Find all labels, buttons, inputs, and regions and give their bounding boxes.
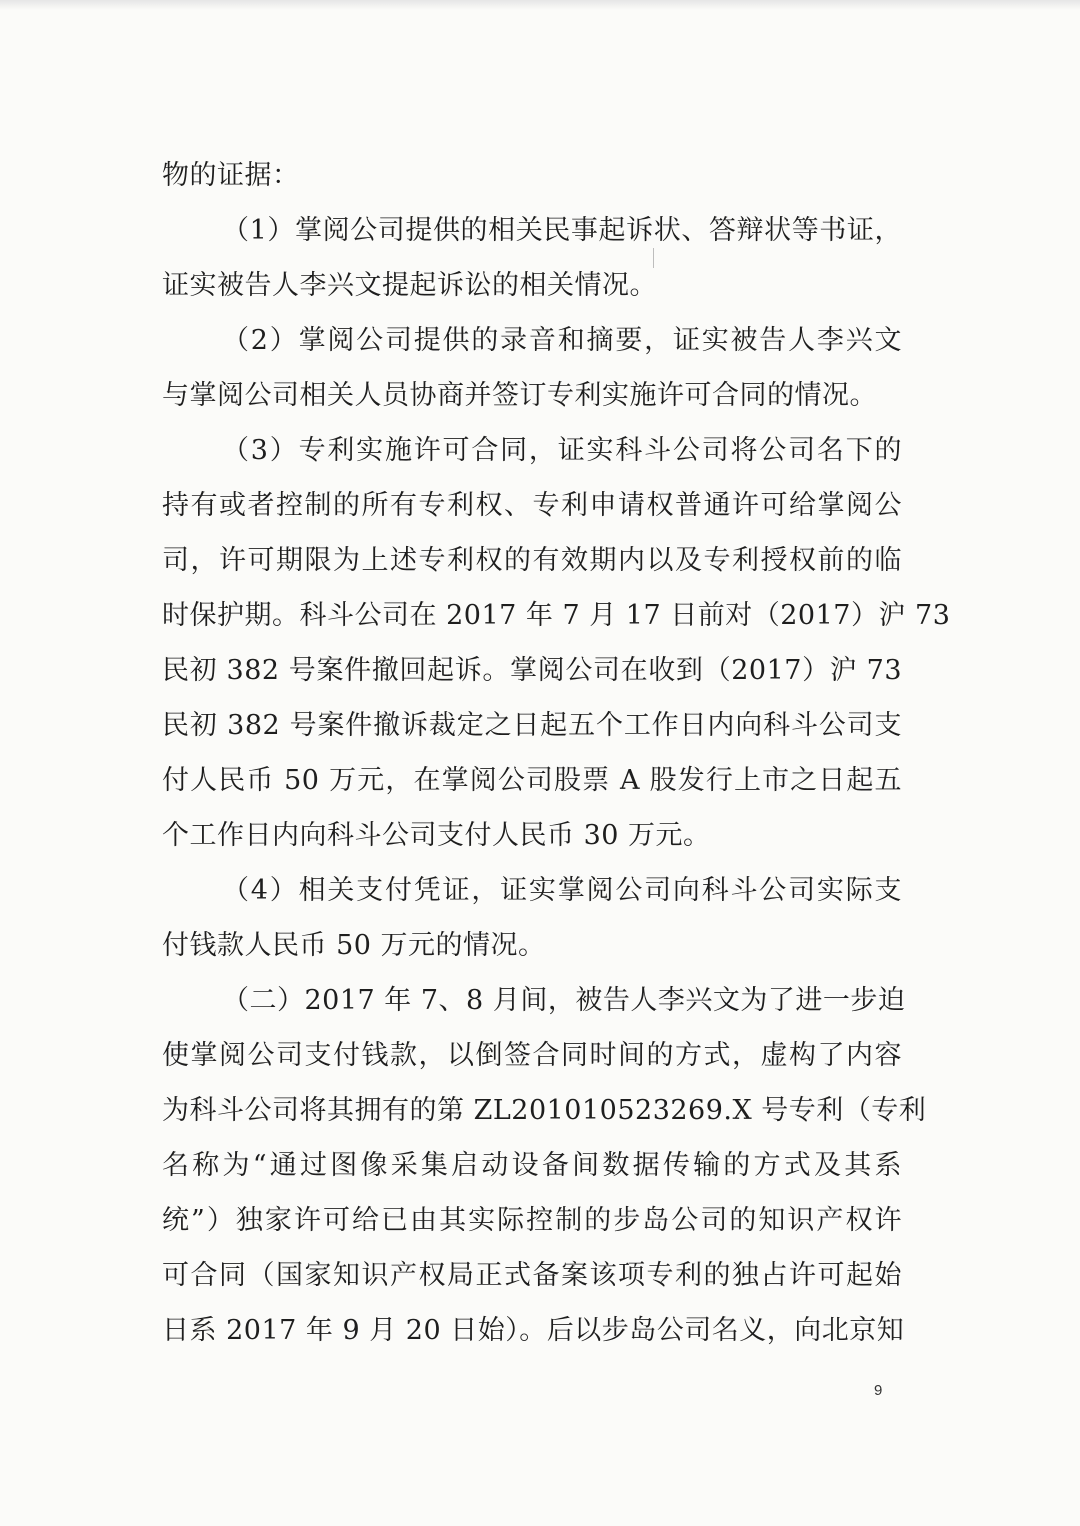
- text-line: 持有或者控制的所有专利权、专利申请权普通许可给掌阅公: [162, 490, 902, 521]
- document-body: [162, 148, 951, 1358]
- text-line: 付钱款人民币 50 万元的情况。: [162, 930, 546, 961]
- text-line: 与掌阅公司相关人员协商并签订专利实施许可合同的情况。: [162, 380, 877, 411]
- text-line: 统”）独家许可给已由其实际控制的步岛公司的知识产权许: [162, 1205, 902, 1236]
- text-line: 可合同（国家知识产权局正式备案该项专利的独占许可起始: [162, 1260, 902, 1291]
- scan-edge-shadow: [0, 0, 1080, 10]
- text-line: （二）2017 年 7、8 月间，被告人李兴文为了进一步迫: [222, 985, 906, 1016]
- text-line: 司，许可期限为上述专利权的有效期内以及专利授权前的临: [162, 545, 902, 576]
- text-line: （3）专利实施许可合同，证实科斗公司将公司名下的: [222, 435, 902, 466]
- page-number: 9: [874, 1382, 883, 1399]
- text-line: 日系 2017 年 9 月 20 日始）。后以步岛公司名义，向北京知: [162, 1315, 905, 1346]
- text-line: 使掌阅公司支付钱款，以倒签合同时间的方式，虚构了内容: [162, 1040, 902, 1071]
- text-line: 民初 382 号案件撤诉裁定之日起五个工作日内向科斗公司支: [162, 710, 902, 741]
- text-line: 付人民币 50 万元，在掌阅公司股票 A 股发行上市之日起五: [162, 765, 902, 796]
- text-line: （4）相关支付凭证，证实掌阅公司向科斗公司实际支: [222, 875, 902, 906]
- text-line: 证实被告人李兴文提起诉讼的相关情况。: [162, 270, 657, 301]
- text-line: 个工作日内向科斗公司支付人民币 30 万元。: [162, 820, 711, 851]
- text-line: 时保护期。科斗公司在 2017 年 7 月 17 日前对（2017）沪 73: [162, 600, 951, 631]
- text-line: 为科斗公司将其拥有的第 ZL201010523269.X 号专利（专利: [162, 1095, 927, 1126]
- text-line: 名称为“通过图像采集启动设备间数据传输的方式及其系: [162, 1150, 902, 1181]
- text-line: 物的证据：: [162, 160, 300, 191]
- text-line: 民初 382 号案件撤回起诉。掌阅公司在收到（2017）沪 73: [162, 655, 902, 686]
- text-line: （2）掌阅公司提供的录音和摘要，证实被告人李兴文: [222, 325, 902, 356]
- text-line: （1）掌阅公司提供的相关民事起诉状、答辩状等书证，: [222, 215, 902, 246]
